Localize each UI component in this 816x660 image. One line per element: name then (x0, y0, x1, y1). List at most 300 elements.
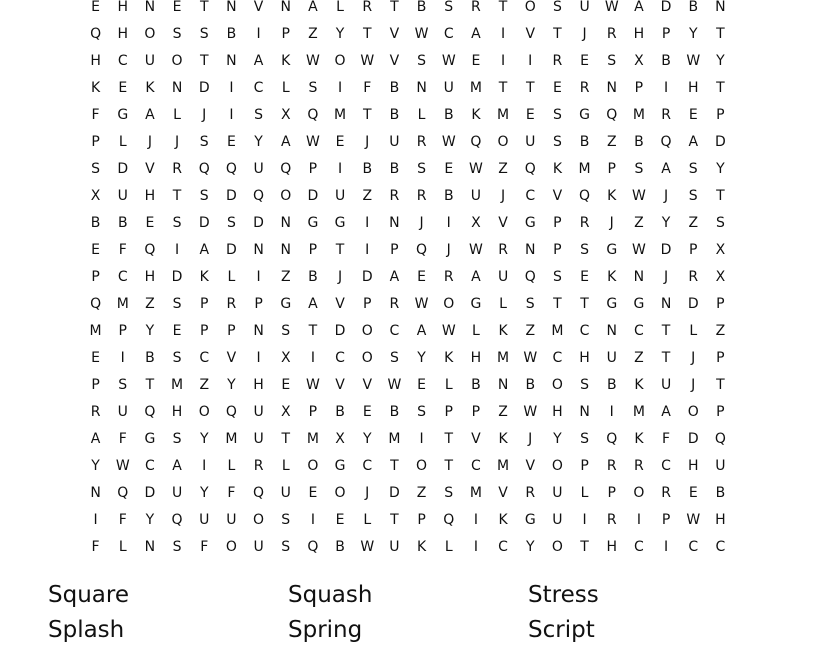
grid-row (82, 318, 734, 345)
grid-letter: T (362, 107, 372, 123)
grid-letter: R (579, 215, 590, 231)
grid-letter: T (335, 242, 345, 258)
letter-grid (82, 0, 734, 561)
grid-letter: C (389, 323, 400, 339)
grid-letter: M (306, 431, 319, 447)
grid-letter: D (361, 269, 373, 285)
grid-letter: K (607, 269, 617, 285)
grid-letter: S (172, 26, 182, 42)
grid-letter: I (446, 215, 451, 231)
grid-letter: N (253, 242, 264, 258)
grid-letter: U (280, 485, 291, 501)
grid-letter: R (416, 134, 427, 150)
grid-letter: P (661, 26, 671, 42)
grid-letter: T (444, 431, 454, 447)
grid-letter: O (416, 458, 428, 474)
grid-letter: D (198, 80, 210, 96)
grid-row (82, 291, 734, 318)
grid-letter: B (335, 404, 345, 420)
grid-letter: L (499, 296, 507, 312)
grid-letter: T (145, 377, 155, 393)
grid-letter: C (362, 458, 373, 474)
grid-letter: B (145, 350, 155, 366)
grid-letter: K (145, 80, 155, 96)
grid-letter: N (497, 377, 509, 393)
grid-letter: T (281, 431, 291, 447)
grid-letter: M (469, 80, 482, 96)
grid-letter: S (417, 404, 427, 420)
grid-letter: C (471, 458, 481, 474)
grid-letter: Y (716, 53, 725, 69)
grid-letter: B (688, 0, 699, 15)
grid-letter: Q (90, 296, 102, 312)
grid-letter: P (716, 107, 725, 123)
grid-letter: W (523, 350, 538, 366)
grid-letter: Q (524, 269, 536, 285)
word-bank-item: Splash (48, 617, 125, 643)
grid-letter: Q (443, 512, 455, 528)
grid-letter: G (524, 512, 536, 528)
grid-letter: J (202, 107, 207, 123)
grid-letter: I (582, 512, 587, 528)
grid-letter: B (715, 485, 726, 501)
grid-row (82, 534, 734, 561)
grid-letter: P (308, 161, 318, 177)
grid-letter: L (118, 539, 127, 555)
grid-letter: A (471, 269, 481, 285)
grid-letter: O (361, 350, 373, 366)
grid-letter: C (715, 539, 726, 555)
grid-letter: B (443, 107, 454, 123)
grid-letter: R (552, 53, 563, 69)
grid-letter: D (117, 161, 129, 177)
grid-letter: I (310, 512, 315, 528)
grid-letter: R (389, 188, 400, 204)
grid-letter: E (688, 107, 698, 123)
grid-letter: Z (498, 404, 508, 420)
grid-letter: L (227, 458, 236, 474)
grid-letter: S (580, 431, 590, 447)
grid-letter: G (470, 296, 482, 312)
grid-letter: J (609, 215, 614, 231)
grid-letter: C (117, 269, 128, 285)
grid-letter: M (225, 431, 238, 447)
grid-letter: F (118, 431, 127, 447)
grid-letter: P (91, 269, 100, 285)
grid-letter: Q (714, 431, 726, 447)
grid-letter: K (498, 323, 508, 339)
grid-letter: Y (688, 26, 698, 42)
grid-letter: T (580, 539, 589, 555)
grid-letter: Y (254, 134, 263, 150)
grid-letter: G (579, 107, 590, 123)
grid-letter: P (553, 242, 562, 258)
grid-letter: D (660, 242, 672, 258)
grid-letter: L (363, 512, 372, 528)
grid-letter: O (551, 458, 563, 474)
grid-letter: S (118, 377, 128, 393)
grid-letter: J (175, 134, 180, 150)
grid-letter: G (334, 458, 346, 474)
grid-letter: P (444, 404, 453, 420)
grid-letter: C (634, 539, 644, 555)
grid-letter: P (91, 134, 100, 150)
grid-letter: Z (715, 323, 726, 339)
grid-letter: Y (227, 377, 236, 393)
grid-letter: Q (117, 485, 129, 501)
grid-letter: J (365, 134, 370, 150)
grid-letter: I (664, 539, 669, 555)
grid-letter: G (606, 296, 618, 312)
grid-letter: N (90, 485, 101, 501)
grid-letter: N (280, 0, 291, 15)
grid-letter: I (120, 350, 125, 366)
word-bank-item: Script (528, 617, 595, 643)
grid-letter: E (335, 134, 345, 150)
grid-letter: O (361, 323, 373, 339)
grid-letter: V (145, 161, 155, 177)
grid-letter: H (90, 53, 101, 69)
grid-letter: N (525, 242, 536, 258)
grid-letter: X (280, 107, 291, 123)
grid-letter: F (227, 485, 236, 501)
grid-letter: Z (362, 188, 373, 204)
grid-letter: I (473, 539, 478, 555)
grid-letter: X (90, 188, 101, 204)
grid-letter: P (200, 296, 209, 312)
grid-letter: I (501, 26, 506, 42)
grid-letter: U (253, 404, 264, 420)
grid-letter: U (199, 512, 210, 528)
grid-letter: I (473, 512, 478, 528)
grid-letter: J (664, 269, 669, 285)
grid-letter: T (498, 0, 508, 15)
grid-letter: C (579, 323, 590, 339)
grid-letter: H (633, 26, 645, 42)
grid-letter: C (145, 458, 155, 474)
grid-letter: Q (660, 134, 672, 150)
grid-row (82, 21, 734, 48)
grid-letter: Z (416, 485, 427, 501)
grid-letter: I (310, 350, 315, 366)
grid-letter: E (172, 323, 182, 339)
grid-letter: A (253, 53, 264, 69)
grid-row (82, 102, 734, 129)
grid-letter: X (280, 350, 291, 366)
grid-letter: Y (525, 539, 535, 555)
grid-letter: F (118, 242, 127, 258)
grid-letter: T (716, 377, 725, 393)
grid-letter: R (606, 26, 617, 42)
grid-letter: Y (716, 161, 725, 177)
grid-letter: P (553, 215, 562, 231)
grid-letter: Z (308, 26, 318, 42)
grid-letter: B (606, 377, 617, 393)
grid-letter: V (362, 377, 373, 393)
grid-letter: H (687, 80, 699, 96)
grid-letter: S (552, 107, 562, 123)
grid-letter: J (582, 26, 587, 42)
grid-letter: C (688, 539, 699, 555)
grid-letter: P (689, 242, 698, 258)
grid-letter: G (307, 215, 319, 231)
grid-letter: V (471, 431, 481, 447)
grid-letter: T (716, 188, 725, 204)
grid-letter: A (145, 107, 155, 123)
grid-letter: G (334, 215, 346, 231)
grid-letter: T (661, 323, 671, 339)
grid-letter: V (498, 485, 508, 501)
grid-letter: Z (525, 323, 536, 339)
grid-letter: D (334, 323, 346, 339)
grid-letter: Y (661, 215, 671, 231)
grid-letter: Q (144, 242, 156, 258)
grid-letter: R (606, 458, 617, 474)
grid-letter: I (528, 53, 533, 69)
grid-letter: R (471, 0, 481, 15)
grid-letter: K (498, 431, 508, 447)
grid-letter: R (498, 242, 508, 258)
word-bank-item: Square (48, 582, 129, 608)
grid-letter: N (280, 215, 291, 231)
grid-letter: G (280, 296, 292, 312)
grid-letter: S (172, 431, 182, 447)
grid-letter: I (202, 458, 207, 474)
grid-letter: P (417, 512, 426, 528)
grid-letter: G (633, 296, 645, 312)
grid-letter: D (171, 269, 183, 285)
grid-letter: A (280, 134, 291, 150)
grid-row (82, 399, 734, 426)
grid-letter: S (552, 0, 562, 15)
grid-letter: U (334, 188, 346, 204)
grid-letter: R (661, 107, 671, 123)
grid-letter: T (580, 296, 589, 312)
grid-letter: O (551, 539, 563, 555)
grid-letter: S (552, 269, 562, 285)
grid-letter: H (552, 404, 563, 420)
grid-letter: V (335, 296, 345, 312)
grid-letter: I (93, 512, 98, 528)
grid-letter: Y (199, 485, 209, 501)
grid-letter: T (390, 0, 399, 15)
grid-letter: Z (199, 377, 210, 393)
grid-letter: L (417, 107, 426, 123)
grid-letter: A (661, 161, 671, 177)
grid-letter: M (632, 107, 645, 123)
grid-letter: B (389, 404, 400, 420)
grid-letter: W (631, 242, 646, 258)
grid-letter: N (144, 0, 156, 15)
grid-letter: W (686, 53, 701, 69)
grid-letter: P (281, 26, 290, 42)
grid-letter: H (144, 188, 156, 204)
word-bank-item: Stress (528, 582, 599, 608)
grid-letter: O (334, 53, 346, 69)
grid-letter: E (281, 377, 291, 393)
grid-letter: E (308, 485, 318, 501)
grid-letter: T (199, 0, 209, 15)
grid-letter: O (334, 485, 346, 501)
grid-letter: B (117, 215, 128, 231)
grid-letter: D (389, 485, 400, 501)
grid-letter: L (689, 323, 698, 339)
grid-letter: Q (470, 134, 482, 150)
grid-letter: P (607, 485, 616, 501)
grid-row (82, 264, 734, 291)
grid-letter: G (606, 242, 618, 258)
grid-letter: Q (225, 161, 237, 177)
grid-letter: V (525, 458, 536, 474)
grid-letter: C (525, 188, 536, 204)
grid-row (82, 507, 734, 534)
grid-letter: R (606, 512, 617, 528)
grid-letter: F (91, 539, 100, 555)
grid-letter: H (117, 0, 128, 15)
grid-letter: W (305, 377, 320, 393)
grid-letter: C (634, 323, 644, 339)
grid-letter: C (117, 53, 128, 69)
grid-letter: E (145, 215, 155, 231)
grid-letter: S (634, 161, 644, 177)
grid-letter: U (660, 377, 672, 393)
grid-row (82, 480, 734, 507)
word-bank-item: Squash (288, 582, 373, 608)
grid-letter: G (117, 107, 129, 123)
grid-letter: R (362, 0, 373, 15)
grid-letter: B (389, 80, 400, 96)
grid-letter: L (444, 377, 453, 393)
grid-letter: W (604, 0, 619, 15)
grid-letter: V (389, 53, 400, 69)
grid-letter: R (389, 296, 400, 312)
grid-letter: N (416, 80, 427, 96)
grid-letter: I (609, 404, 614, 420)
grid-letter: C (498, 539, 508, 555)
grid-row (82, 129, 734, 156)
grid-letter: K (444, 350, 454, 366)
grid-letter: Q (225, 404, 237, 420)
grid-letter: S (580, 242, 590, 258)
grid-letter: U (579, 0, 590, 15)
grid-letter: S (281, 323, 291, 339)
grid-letter: Q (524, 161, 536, 177)
grid-letter: A (308, 0, 318, 15)
grid-letter: I (229, 80, 234, 96)
grid-letter: K (498, 512, 508, 528)
grid-letter: S (607, 53, 617, 69)
grid-letter: A (389, 269, 400, 285)
grid-letter: W (631, 188, 646, 204)
grid-letter: O (171, 53, 183, 69)
grid-letter: F (200, 539, 209, 555)
grid-letter: V (335, 377, 345, 393)
grid-letter: Q (90, 26, 102, 42)
grid-letter: A (661, 404, 671, 420)
grid-letter: U (389, 134, 400, 150)
grid-letter: J (528, 431, 533, 447)
grid-letter: I (365, 242, 370, 258)
grid-letter: M (116, 296, 129, 312)
grid-letter: M (497, 458, 510, 474)
grid-letter: J (691, 350, 696, 366)
grid-letter: M (497, 107, 510, 123)
grid-letter: M (632, 404, 645, 420)
grid-letter: T (716, 80, 725, 96)
grid-letter: F (118, 512, 127, 528)
grid-letter: U (117, 404, 128, 420)
grid-letter: J (338, 269, 343, 285)
grid-letter: S (444, 0, 454, 15)
grid-letter: R (525, 485, 536, 501)
grid-letter: S (688, 161, 698, 177)
grid-letter: H (117, 26, 128, 42)
grid-letter: M (497, 350, 510, 366)
grid-letter: T (444, 458, 454, 474)
grid-letter: A (416, 323, 427, 339)
grid-letter: U (253, 431, 264, 447)
grid-letter: W (305, 53, 320, 69)
grid-letter: S (199, 134, 209, 150)
grid-letter: F (363, 80, 372, 96)
grid-letter: Q (307, 107, 319, 123)
grid-letter: S (444, 485, 454, 501)
grid-letter: S (172, 539, 182, 555)
grid-letter: A (90, 431, 101, 447)
grid-letter: L (444, 539, 453, 555)
grid-letter: L (227, 269, 236, 285)
grid-letter: Q (171, 512, 183, 528)
grid-letter: N (280, 242, 291, 258)
grid-letter: I (636, 512, 641, 528)
grid-letter: B (389, 161, 400, 177)
grid-letter: C (552, 350, 563, 366)
grid-letter: L (281, 458, 290, 474)
grid-letter: Z (634, 215, 644, 231)
grid-letter: R (661, 485, 671, 501)
grid-letter: U (715, 458, 726, 474)
grid-letter: I (175, 242, 180, 258)
grid-row (82, 426, 734, 453)
grid-letter: W (468, 161, 483, 177)
grid-letter: D (687, 431, 699, 447)
grid-letter: K (90, 80, 101, 96)
grid-letter: U (443, 80, 454, 96)
grid-letter: T (661, 350, 671, 366)
grid-letter: D (144, 485, 156, 501)
grid-letter: E (580, 53, 589, 69)
grid-letter: P (91, 377, 100, 393)
grid-letter: B (661, 53, 671, 69)
grid-row (82, 75, 734, 102)
grid-letter: R (253, 458, 264, 474)
grid-letter: S (552, 134, 562, 150)
grid-letter: W (305, 134, 320, 150)
grid-letter: R (579, 80, 590, 96)
grid-letter: T (716, 26, 725, 42)
grid-letter: J (664, 188, 669, 204)
grid-letter: H (144, 269, 156, 285)
grid-row (82, 183, 734, 210)
grid-letter: M (171, 377, 184, 393)
grid-letter: I (664, 80, 669, 96)
grid-letter: S (281, 539, 291, 555)
grid-letter: L (281, 80, 290, 96)
grid-letter: C (253, 80, 264, 96)
grid-letter: S (199, 26, 209, 42)
grid-letter: B (471, 377, 481, 393)
grid-letter: P (200, 323, 209, 339)
